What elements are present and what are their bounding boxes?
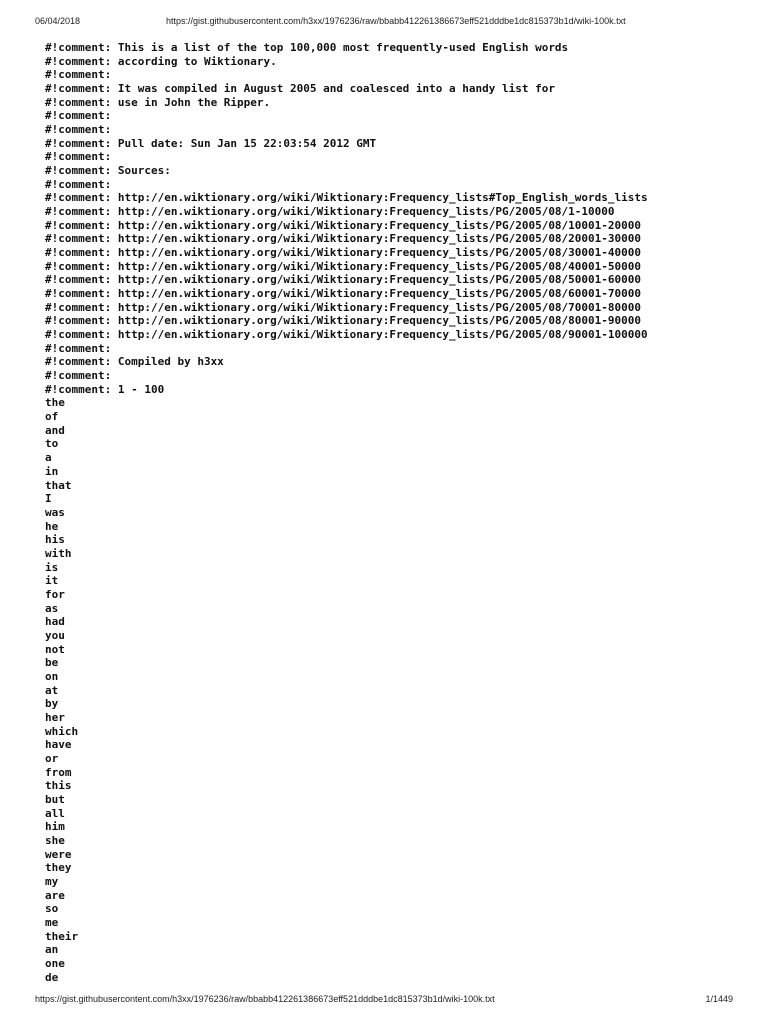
print-date: 06/04/2018	[35, 16, 81, 26]
comment-line: #!comment:	[45, 109, 112, 123]
word-line: you	[45, 628, 65, 642]
comment-line: #!comment: http://en.wiktionary.org/wiki/Wiktionary:Frequency_lists/PG/2005/08/80001-90000	[45, 314, 642, 328]
document-body	[45, 41, 745, 984]
comment-line: #!comment:	[45, 177, 112, 191]
word-line: not	[45, 642, 65, 656]
print-header	[0, 16, 768, 30]
word-line: their	[45, 929, 79, 943]
comment-line: #!comment: according to Wiktionary.	[45, 54, 277, 68]
word-line: from	[45, 765, 72, 779]
word-line: she	[45, 833, 65, 847]
comment-line: #!comment: This is a list of the top 100,000 most frequently-used English words	[45, 41, 569, 54]
word-line: is	[45, 560, 59, 574]
word-line: or	[45, 751, 59, 765]
word-line: by	[45, 697, 59, 711]
word-line: on	[45, 669, 59, 683]
word-line: my	[45, 874, 59, 888]
word-line: an	[45, 943, 59, 957]
word-list	[45, 396, 745, 984]
comment-line: #!comment: 1 - 100	[45, 382, 165, 396]
word-line: they	[45, 861, 72, 875]
comment-line: #!comment: http://en.wiktionary.org/wiki/Wiktionary:Frequency_lists/PG/2005/08/90001-100000	[45, 328, 648, 342]
comment-line: #!comment: http://en.wiktionary.org/wiki/Wiktionary:Frequency_lists/PG/2005/08/60001-70000	[45, 287, 642, 301]
word-line: me	[45, 916, 59, 929]
print-header-url[interactable]: https://gist.githubusercontent.com/h3xx/1976236/raw/bbabb412261386673eff521dddbe1dc815373b1d/wiki-100k.txt	[166, 16, 626, 26]
comment-block	[45, 41, 745, 396]
word-line: it	[45, 574, 59, 588]
word-line: I	[45, 492, 52, 506]
word-line: so	[45, 902, 59, 916]
comment-line: #!comment: It was compiled in August 2005 and coalesced into a handy list for	[45, 82, 555, 96]
print-footer-url[interactable]: https://gist.githubusercontent.com/h3xx/1976236/raw/bbabb412261386673eff521dddbe1dc815373b1d/wiki-100k.txt	[35, 994, 495, 1004]
word-line: are	[45, 888, 65, 902]
comment-line: #!comment: http://en.wiktionary.org/wiki/Wiktionary:Frequency_lists#Top_English_words_lists	[45, 191, 648, 205]
word-line: he	[45, 519, 59, 533]
word-line: but	[45, 792, 65, 806]
comment-line: #!comment: http://en.wiktionary.org/wiki/Wiktionary:Frequency_lists/PG/2005/08/70001-80000	[45, 300, 642, 314]
word-line: this	[45, 779, 72, 793]
comment-line: #!comment: use in John the Ripper.	[45, 95, 271, 109]
comment-line: #!comment: http://en.wiktionary.org/wiki/Wiktionary:Frequency_lists/PG/2005/08/1-10000	[45, 205, 615, 219]
comment-line: #!comment: http://en.wiktionary.org/wiki/Wiktionary:Frequency_lists/PG/2005/08/20001-30000	[45, 232, 642, 246]
print-footer	[0, 994, 768, 1008]
word-line: were	[45, 847, 72, 861]
word-line: was	[45, 505, 65, 519]
word-line: with	[45, 546, 72, 560]
word-line: her	[45, 710, 65, 724]
comment-line: #!comment:	[45, 341, 112, 355]
comment-line: #!comment: http://en.wiktionary.org/wiki/Wiktionary:Frequency_lists/PG/2005/08/50001-60000	[45, 273, 642, 287]
comment-line: #!comment:	[45, 369, 112, 383]
word-line: be	[45, 656, 59, 670]
word-line: for	[45, 587, 65, 601]
comment-line: #!comment: http://en.wiktionary.org/wiki/Wiktionary:Frequency_lists/PG/2005/08/40001-50000	[45, 259, 642, 273]
comment-line: #!comment:	[45, 123, 112, 137]
word-line: of	[45, 410, 59, 424]
comment-line: #!comment: Compiled by h3xx	[45, 355, 224, 369]
word-line: to	[45, 437, 59, 451]
comment-line: #!comment: Pull date: Sun Jan 15 22:03:54 2012 GMT	[45, 136, 377, 150]
word-line: a	[45, 451, 52, 465]
word-line: him	[45, 820, 65, 834]
comment-line: #!comment:	[45, 150, 112, 164]
page-number: 1/1449	[705, 994, 733, 1004]
comment-line: #!comment:	[45, 68, 112, 82]
word-line: his	[45, 533, 65, 547]
word-line: which	[45, 724, 79, 738]
word-line: one	[45, 957, 65, 971]
comment-line: #!comment: http://en.wiktionary.org/wiki/Wiktionary:Frequency_lists/PG/2005/08/30001-40000	[45, 246, 642, 260]
word-line: and	[45, 423, 65, 437]
word-line: in	[45, 464, 59, 478]
word-line: that	[45, 478, 72, 492]
word-line: had	[45, 615, 65, 629]
word-line: at	[45, 683, 59, 697]
word-line: the	[45, 396, 65, 410]
comment-line: #!comment: http://en.wiktionary.org/wiki/Wiktionary:Frequency_lists/PG/2005/08/10001-20000	[45, 218, 642, 232]
comment-line: #!comment: Sources:	[45, 164, 171, 178]
word-line: have	[45, 738, 72, 752]
word-line: de	[45, 970, 59, 984]
word-line: all	[45, 806, 65, 820]
word-line: as	[45, 601, 59, 615]
